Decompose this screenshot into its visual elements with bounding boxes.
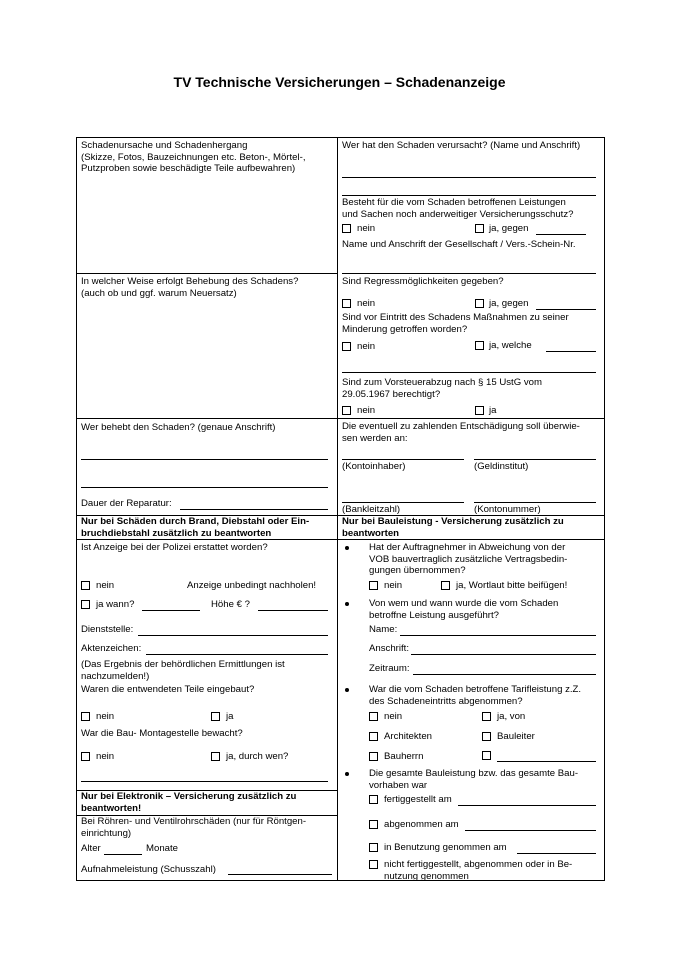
abgenommen-checkbox[interactable] [369, 820, 378, 829]
nicht-fertig-label: nicht fertiggestellt, abgenommen oder in Be- nutzung genommen [384, 859, 573, 882]
repair-duration-field[interactable] [180, 509, 328, 510]
nicht-fertig-checkbox[interactable] [369, 860, 378, 869]
regress-question: Sind Regressmöglichkeiten gegeben? [342, 276, 504, 287]
repairer-line-2[interactable] [81, 487, 328, 488]
overall-status-question: Die gesamte Bauleistung bzw. das gesamte Bau- vorhaben war [369, 768, 579, 791]
guarded-nein-label: nein [96, 751, 115, 762]
regress-nein-label: nein [357, 298, 376, 309]
kontoinhaber-label: (Kontoinhaber) [342, 461, 406, 472]
repair-method-label: In welcher Weise erfolgt Behebung des Schadens? (auch ob und ggf. warum Neuersatz) [81, 276, 299, 299]
other-party-field[interactable] [497, 761, 596, 762]
architekten-checkbox[interactable] [369, 732, 378, 741]
vat-nein-checkbox[interactable] [342, 406, 351, 415]
name-field[interactable] [400, 635, 596, 636]
row-divider-r1 [337, 418, 604, 419]
measures-field[interactable] [546, 351, 596, 352]
vob-nein-checkbox[interactable] [369, 581, 378, 590]
fertig-label: fertiggestellt am [384, 794, 452, 805]
police-date-field[interactable] [142, 610, 200, 611]
address-field[interactable] [411, 654, 596, 655]
bauherrn-label: Bauherrn [384, 751, 424, 762]
repair-duration-label: Dauer der Reparatur: [81, 498, 172, 509]
installed-question: Waren die entwendeten Teile eingebaut? [81, 684, 255, 695]
payment-label: Die eventuell zu zahlenden Entschädigung soll überwie- sen werden an: [342, 421, 580, 444]
other-insurance-nein-label: nein [357, 223, 376, 234]
report-note: Anzeige unbedingt nachholen! [187, 580, 317, 591]
bauleiter-label: Bauleiter [497, 731, 535, 742]
guarded-nein-checkbox[interactable] [81, 752, 90, 761]
dienststelle-label: Dienststelle: [81, 624, 134, 635]
months-label: Monate [146, 843, 178, 854]
damage-cause-label: Schadenursache und Schadenhergang (Skizze, Fotos, Bauzeichnungen etc. Beton-, Mörtel-, Putzproben sowie beschädigte Teile aufbewahren) [81, 140, 306, 175]
page-title: TV Technische Versicherungen – Schadenanzeige [173, 74, 506, 90]
who-caused-label: Wer hat den Schaden verursacht? (Name und Anschrift) [342, 140, 581, 151]
vob-nein-label: nein [384, 580, 403, 591]
measures-question: Sind vor Eintritt des Schadens Maßnahmen zu seiner Minderung getroffen worden? [342, 312, 569, 335]
electronics-header: Nur bei Elektronik – Versicherung zusätzlich zu beantworten! [81, 791, 297, 814]
who-caused-line-1[interactable] [342, 177, 596, 178]
measures-ja-label: ja, welche [489, 340, 532, 351]
vob-ja-checkbox[interactable] [441, 581, 450, 590]
fire-theft-header: Nur bei Schäden durch Brand, Diebstahl oder Ein- bruchdiebstahl zusätzlich zu beantworten [81, 516, 310, 539]
police-ja-wann-label: ja wann? [96, 599, 135, 610]
benutzung-label: in Benutzung genommen am [384, 842, 507, 853]
police-ja-checkbox[interactable] [81, 600, 90, 609]
fertig-date-field[interactable] [458, 805, 596, 806]
bullet-vob [345, 546, 349, 550]
guarded-ja-checkbox[interactable] [211, 752, 220, 761]
tarif-ja-label: ja, von [497, 711, 526, 722]
age-label: Alter [81, 843, 101, 854]
aufnahme-label: Aufnahmeleistung (Schusszahl) [81, 864, 216, 875]
tarif-nein-checkbox[interactable] [369, 712, 378, 721]
period-field[interactable] [413, 674, 596, 675]
company-field[interactable] [342, 273, 596, 274]
age-field[interactable] [104, 854, 142, 855]
kontoinhaber-field[interactable] [342, 459, 464, 460]
repairer-label: Wer behebt den Schaden? (genaue Anschrift) [81, 422, 276, 433]
vob-question: Hat der Auftragnehmer in Abweichung von der VOB bauvertraglich zusätzliche Vertragsbedin- gungen übernommen? [369, 542, 568, 577]
tarif-nein-label: nein [384, 711, 403, 722]
measures-nein-checkbox[interactable] [342, 342, 351, 351]
kontonummer-field[interactable] [474, 502, 596, 503]
installed-nein-checkbox[interactable] [81, 712, 90, 721]
repairer-line-1[interactable] [81, 459, 328, 460]
tarif-question: War die vom Schaden betroffene Tarifleistung z.Z. des Schadeneintritts abgenommen? [369, 684, 582, 707]
measures-ja-checkbox[interactable] [475, 341, 484, 350]
bullet-tarif [345, 688, 349, 692]
regress-ja-label: ja, gegen [489, 298, 529, 309]
installed-ja-checkbox[interactable] [211, 712, 220, 721]
tarif-ja-checkbox[interactable] [482, 712, 491, 721]
vat-ja-checkbox[interactable] [475, 406, 484, 415]
row-divider-1 [76, 273, 338, 274]
bankleitzahl-field[interactable] [342, 502, 464, 503]
vat-nein-label: nein [357, 405, 376, 416]
police-nein-checkbox[interactable] [81, 581, 90, 590]
guarded-by-field[interactable] [81, 781, 328, 782]
regress-ja-checkbox[interactable] [475, 299, 484, 308]
dienststelle-field[interactable] [138, 635, 328, 636]
amount-field[interactable] [258, 610, 328, 611]
bauleiter-checkbox[interactable] [482, 732, 491, 741]
period-label: Zeitraum: [369, 663, 410, 674]
aktenzeichen-field[interactable] [146, 654, 328, 655]
benutzung-date-field[interactable] [517, 853, 596, 854]
vat-ja-label: ja [489, 405, 497, 416]
fertig-checkbox[interactable] [369, 795, 378, 804]
name-label: Name: [369, 624, 398, 635]
geldinstitut-label: (Geldinstitut) [474, 461, 529, 472]
installed-ja-label: ja [226, 711, 234, 722]
bullet-gesamt [345, 772, 349, 776]
architekten-label: Architekten [384, 731, 432, 742]
guarded-question: War die Bau- Montagestelle bewacht? [81, 728, 243, 739]
bauherrn-checkbox[interactable] [369, 752, 378, 761]
installed-nein-label: nein [96, 711, 115, 722]
other-insurance-field[interactable] [536, 234, 586, 235]
other-insurance-question: Besteht für die vom Schaden betroffenen Leistungen und Sachen noch anderweitiger Versicherungsschutz? [342, 197, 574, 220]
police-nein-label: nein [96, 580, 115, 591]
aufnahme-field[interactable] [228, 874, 332, 875]
other-party-checkbox[interactable] [482, 751, 491, 760]
benutzung-checkbox[interactable] [369, 843, 378, 852]
who-caused-line-2[interactable] [342, 195, 596, 196]
address-label: Anschrift: [369, 643, 409, 654]
guarded-ja-label: ja, durch wen? [226, 751, 289, 762]
bankleitzahl-label: (Bankleitzahl) [342, 504, 401, 515]
row-divider-2 [76, 418, 338, 419]
vat-question: Sind zum Vorsteuerabzug nach § 15 UstG vom 29.05.1967 berechtigt? [342, 377, 542, 400]
amount-label: Höhe € ? [211, 599, 250, 610]
construction-header: Nur bei Bauleistung - Versicherung zusätzlich zu beantworten [342, 516, 564, 539]
kontonummer-label: (Kontonummer) [474, 504, 541, 515]
bullet-who-when [345, 602, 349, 606]
regress-nein-checkbox[interactable] [342, 299, 351, 308]
other-insurance-nein-checkbox[interactable] [342, 224, 351, 233]
result-note: (Das Ergebnis der behördlichen Ermittlungen ist nachzumelden!) [81, 659, 285, 682]
column-divider [337, 137, 338, 880]
abgenommen-label: abgenommen am [384, 819, 459, 830]
abgenommen-date-field[interactable] [465, 830, 596, 831]
geldinstitut-field[interactable] [474, 459, 596, 460]
who-when-question: Von wem und wann wurde die vom Schaden betroffne Leistung ausgeführt? [369, 598, 559, 621]
regress-field[interactable] [536, 309, 596, 310]
tubes-label: Bei Röhren- und Ventilrohrschäden (nur für Röntgen- einrichtung) [81, 816, 307, 839]
police-question: Ist Anzeige bei der Polizei erstattet worden? [81, 542, 268, 553]
aktenzeichen-label: Aktenzeichen: [81, 643, 142, 654]
vob-ja-label: ja, Wortlaut bitte beifügen! [456, 580, 568, 591]
company-label: Name und Anschrift der Gesellschaft / Vers.-Schein-Nr. [342, 239, 576, 250]
measures-nein-label: nein [357, 341, 376, 352]
other-insurance-ja-checkbox[interactable] [475, 224, 484, 233]
other-insurance-ja-label: ja, gegen [489, 223, 529, 234]
measures-line-2[interactable] [342, 372, 596, 373]
